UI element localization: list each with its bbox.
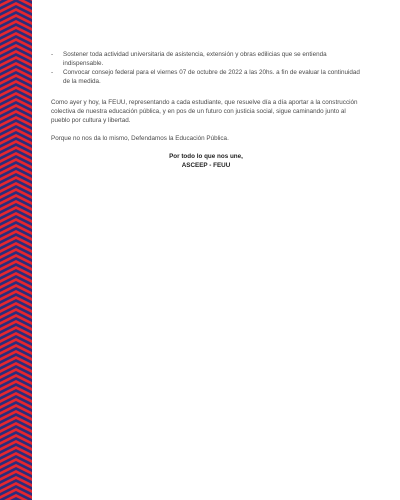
signature-organization: ASCEEP - FEUU (181, 162, 231, 169)
chevron-pattern-graphic (0, 0, 32, 500)
document-body (51, 50, 361, 170)
closing-paragraph: Porque no nos da lo mismo, Defendamos la Educación Pública. (51, 135, 229, 142)
list-item-text: Convocar consejo federal para el viernes 07 de octubre de 2022 a las 20hs. a fin de evaluar la continuidad de la medida. (63, 69, 360, 85)
list-item (51, 50, 361, 68)
list-item (51, 68, 361, 86)
decorative-chevron-border (0, 0, 32, 500)
list-item-text: Sostener toda actividad universitaria de asistencia, extensión y obras edilicias que se entienda indispensable. (63, 51, 327, 67)
measures-list (51, 50, 361, 86)
bullet-marker: - (51, 51, 54, 58)
bullet-marker: - (51, 69, 54, 76)
signature-line: Por todo lo que nos une, (169, 153, 243, 160)
signature-block (51, 152, 361, 170)
body-paragraph: Como ayer y hoy, la FEUU, representando a cada estudiante, que resuelve día a día aportar a la construcción colectiva de nuestra educación pública, y en pos de un futuro con justicia social, sigue caminando junto al pueblo por cultura y libertad. (51, 99, 358, 124)
